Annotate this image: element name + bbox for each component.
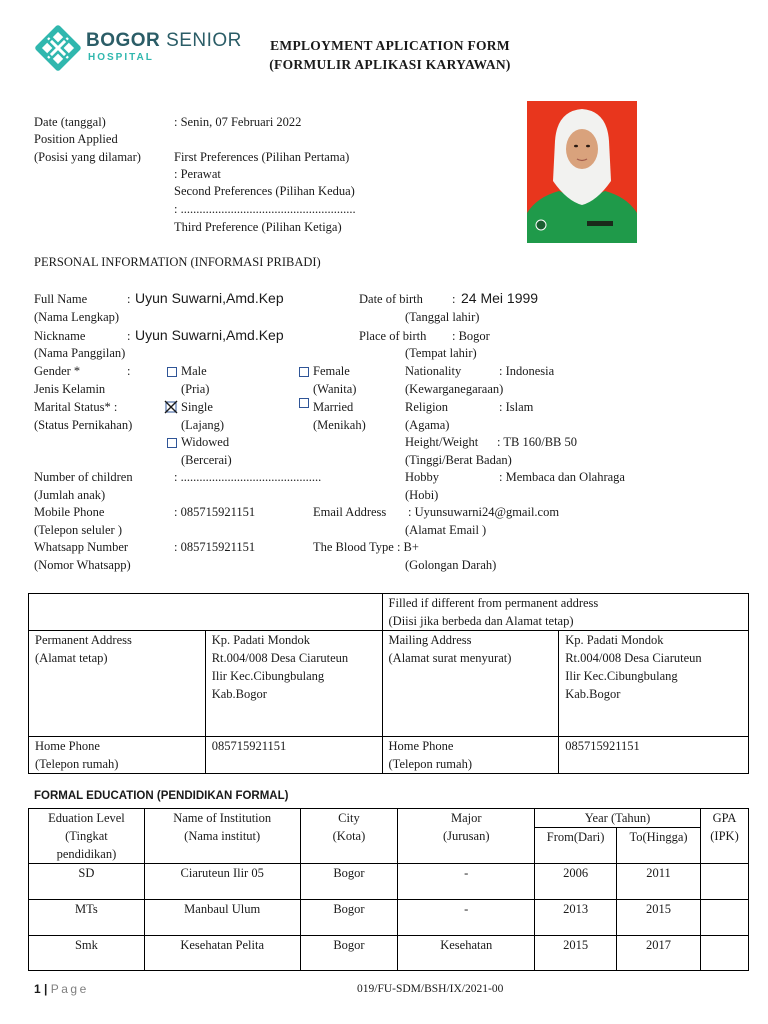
gender-male-label-id: (Pria) [181,382,210,396]
permanent-address-line: Kab.Bogor [211,687,267,701]
second-preference-value: : ........................................................ [174,202,356,216]
marital-label-id: (Status Pernikahan) [34,418,133,432]
permanent-address-label-cell [29,631,206,737]
header-from: From(Dari) [535,828,617,864]
home-phone-label-cell [29,737,206,774]
hobby-value: : Membaca dan Olahraga [499,470,625,484]
address-table [28,593,749,774]
form-title: EMPLOYMENT APLICATION FORM [270,38,510,53]
header-text: Eduation Level [48,811,125,825]
mailing-address-line: Kp. Padati Mondok [565,633,664,647]
home-phone-label-2: Home Phone [388,739,454,753]
cell-institution: Kesehatan Pelita [144,936,300,971]
cell-to: 2015 [617,900,701,936]
home-phone-label-id: (Telepon rumah) [35,757,119,771]
gender-male-label: Male [181,364,207,378]
cell-city: Bogor [300,900,398,936]
marital-married-checkbox[interactable] [299,398,309,408]
page-footer [34,982,89,996]
marital-widowed-label-id: (Bercerai) [181,453,232,467]
hospital-logo-icon [34,24,82,72]
cell-gpa [701,936,749,971]
hobby-label: Hobby [405,470,440,484]
email-label-id: (Alamat Email ) [405,523,487,537]
cell-major: - [398,900,535,936]
mobile-value: : 085715921151 [174,505,256,519]
header-text: (Kota) [332,829,366,843]
full-name-label-id: (Nama Lengkap) [34,310,120,324]
cell-major: - [398,864,535,900]
header-to: To(Hingga) [617,828,701,864]
header-major [398,809,535,864]
nickname-label-id: (Nama Panggilan) [34,346,126,360]
cell-level: SD [29,864,145,900]
page-separator: | [44,982,48,996]
height-weight-value: : TB 160/BB 50 [497,435,577,449]
gender-female-checkbox[interactable] [299,367,309,377]
nickname-value: Uyun Suwarni,Amd.Kep [135,327,284,343]
gender-separator: : [127,364,131,378]
cell-to: 2011 [617,864,701,900]
cell-level: Smk [29,936,145,971]
third-preference-label: Third Preference (Pilihan Ketiga) [174,220,342,234]
page-word: Page [50,982,89,996]
cell-city: Bogor [300,864,398,900]
dob-label: Date of birth [359,292,423,306]
mailing-address-line: Kab.Bogor [565,687,621,701]
full-name-label: Full Name [34,292,88,306]
religion-label-id: (Agama) [405,418,450,432]
education-table [28,808,749,971]
applicant-photo [527,101,637,243]
first-preference-value: : Perawat [174,167,221,181]
first-preference-label: First Preferences (Pilihan Pertama) [174,150,350,164]
whatsapp-label-id: (Nomor Whatsapp) [34,558,131,572]
mailing-address-label: Mailing Address [388,633,472,647]
mailing-address-value [559,631,749,737]
header-text: pendidikan) [56,847,117,861]
address-note-id: (Diisi jika berbeda dan Alamat tetap) [388,614,574,628]
position-label-id: (Posisi yang dilamar) [34,150,141,164]
gender-label: Gender * [34,364,81,378]
dob-label-id: (Tanggal lahir) [405,310,480,324]
header-text: (Jurusan) [442,829,490,843]
cell-institution: Manbaul Ulum [144,900,300,936]
nationality-label-id: (Kewarganegaraan) [405,382,504,396]
marital-single-checkbox[interactable] [164,400,178,414]
cell-level: MTs [29,900,145,936]
header-city [300,809,398,864]
home-phone-label-id-2: (Telepon rumah) [388,757,472,771]
nationality-label: Nationality [405,364,462,378]
cell-from: 2015 [535,936,617,971]
nickname-separator: : [127,329,131,343]
height-weight-label-id: (Tinggi/Berat Badan) [405,453,512,467]
home-phone-label: Home Phone [35,739,100,753]
pob-label-id: (Tempat lahir) [405,346,477,360]
education-section-title: FORMAL EDUCATION (PENDIDIKAN FORMAL) [34,790,289,802]
children-label-id: (Jumlah anak) [34,488,106,502]
mailing-address-label-id: (Alamat surat menyurat) [388,651,512,665]
marital-single-label-id: (Lajang) [181,418,225,432]
mailing-address-line: Rt.004/008 Desa Ciaruteun [565,651,702,665]
table-row [29,936,749,971]
height-weight-label: Height/Weight [405,435,479,449]
permanent-address-label-id: (Alamat tetap) [35,651,108,665]
gender-female-label-id: (Wanita) [313,382,357,396]
cell-major: Kesehatan [398,936,535,971]
date-label: Date (tanggal) [34,115,106,129]
header-institution [144,809,300,864]
religion-value: : Islam [499,400,534,414]
address-note-cell [382,594,748,631]
permanent-address-line: Rt.004/008 Desa Ciaruteun [211,651,349,665]
header-text: (Nama institut) [184,829,261,843]
mobile-label: Mobile Phone [34,505,105,519]
gender-male-checkbox[interactable] [167,367,177,377]
header-text: (Tingkat [65,829,108,843]
children-value: : ............................................. [174,470,322,484]
children-label: Number of children [34,470,133,484]
form-title-id: (FORMULIR APLIKASI KARYAWAN) [269,57,511,72]
mailing-address-line: Ilir Kec.Cibungbulang [565,669,678,683]
home-phone-value: 085715921151 [205,737,382,774]
cell-city: Bogor [300,936,398,971]
dob-separator: : [452,292,456,306]
header-text: (IPK) [710,829,739,843]
whatsapp-value: : 085715921151 [174,540,256,554]
personal-section-title: PERSONAL INFORMATION (INFORMASI PRIBADI) [34,255,321,269]
position-label: Position Applied [34,132,118,146]
header-text: GPA [712,811,737,825]
marital-married-label: Married [313,400,354,414]
mailing-address-label-cell [382,631,559,737]
address-note: Filled if different from permanent address [388,596,599,610]
second-preference-label: Second Preferences (Pilihan Kedua) [174,184,355,198]
header-text: City [338,811,360,825]
header-education-level [29,809,145,864]
nationality-value: : Indonesia [499,364,555,378]
religion-label: Religion [405,400,449,414]
brand-subtitle: HOSPITAL [88,52,154,63]
hobby-label-id: (Hobi) [405,488,439,502]
permanent-address-line: Ilir Kec.Cibungbulang [211,669,325,683]
header-year: Year (Tahun) [535,809,701,828]
full-name-separator: : [127,292,131,306]
home-phone-label-cell-2 [382,737,559,774]
cell-gpa [701,864,749,900]
home-phone-value-2: 085715921151 [559,737,749,774]
document-code: 019/FU-SDM/BSH/IX/2021-00 [357,983,504,995]
table-row [29,900,749,936]
permanent-address-line: Kp. Padati Mondok [211,633,310,647]
dob-value: 24 Mei 1999 [461,290,539,306]
permanent-address-label: Permanent Address [35,633,132,647]
blood-type-label-id: (Golongan Darah) [405,558,497,572]
mobile-label-id: (Telepon seluler ) [34,523,122,537]
email-value: : Uyunsuwarni24@gmail.com [408,505,560,519]
email-label: Email Address [313,505,387,519]
header-text: Name of Institution [173,811,272,825]
table-row [29,864,749,900]
marital-single-label: Single [181,400,213,414]
brand-name: BOGOR SENIOR [86,30,242,51]
whatsapp-label: Whatsapp Number [34,540,129,554]
full-name-value: Uyun Suwarni,Amd.Kep [135,290,284,306]
cell-institution: Ciaruteun Ilir 05 [144,864,300,900]
address-header-blank [29,594,383,631]
blood-type-label: The Blood Type : B+ [313,540,419,554]
pob-label: Place of birth [359,329,427,343]
gender-label-id: Jenis Kelamin [34,382,106,396]
marital-married-label-id: (Menikah) [313,418,366,432]
page-number: 1 [34,982,41,996]
cell-from: 2013 [535,900,617,936]
header-text: Major [450,811,482,825]
header-gpa [701,809,749,864]
cell-to: 2017 [617,936,701,971]
pob-value: : Bogor [452,329,490,343]
date-value: : Senin, 07 Februari 2022 [174,115,302,129]
marital-widowed-checkbox[interactable] [167,438,177,448]
nickname-label: Nickname [34,329,86,343]
permanent-address-value [205,631,382,737]
cell-gpa [701,900,749,936]
marital-widowed-label: Widowed [181,435,230,449]
marital-label: Marital Status* : [34,400,118,414]
cell-from: 2006 [535,864,617,900]
gender-female-label: Female [313,364,350,378]
